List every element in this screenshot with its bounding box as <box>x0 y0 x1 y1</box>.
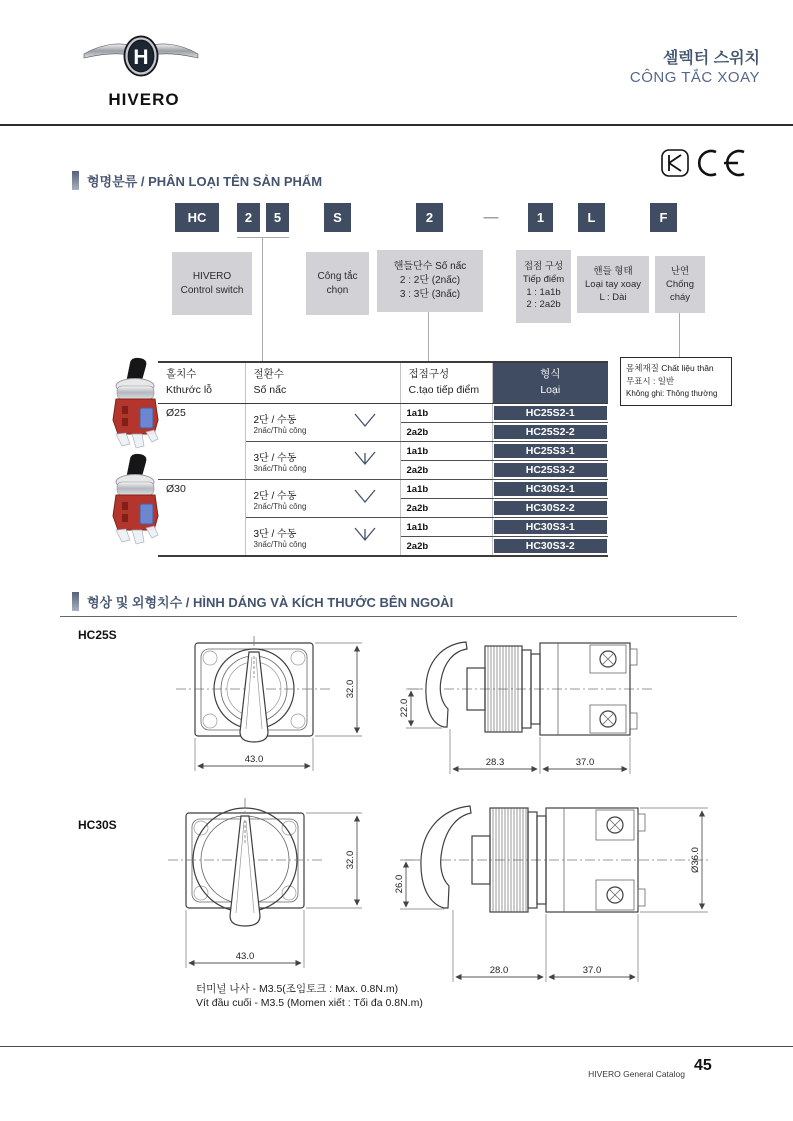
position-symbol-cell <box>330 442 400 480</box>
model-code-cell: HC30S3-2 <box>492 537 608 557</box>
desc-line: Công tắc <box>317 270 358 282</box>
desc-box-contact <box>516 250 571 323</box>
model-code-cell: HC25S2-1 <box>492 404 608 423</box>
desc-box-steps <box>377 250 483 312</box>
model-label-hc25s: HC25S <box>78 628 117 642</box>
hc30s-front-view <box>168 798 325 926</box>
dim-hc30s-l2: 37.0 <box>582 965 602 976</box>
desc-line: 접점 구성 <box>523 260 564 272</box>
section2-title: 형상 및 외형치수 / HÌNH DÁNG VÀ KÍCH THƯỚC BÊN NGOÀI <box>87 595 454 610</box>
dim-hc30s-l1: 28.0 <box>489 965 509 976</box>
step-cell: 2단 / 수동 2nấc/Thủ công <box>245 480 330 518</box>
model-code-cell: HC25S3-1 <box>492 442 608 461</box>
desc-line: 난연 <box>670 265 690 277</box>
body-material-note <box>620 357 732 406</box>
desc-line: Control switch <box>180 284 244 296</box>
dim-hc30s-width: 43.0 <box>235 951 255 962</box>
brand-name: HIVERO <box>108 90 180 109</box>
kc-mark-icon <box>662 150 688 176</box>
dim-hc30s-diameter: Ø36.0 <box>690 847 701 873</box>
section1-header <box>72 171 322 190</box>
contact-cell: 2a2b <box>400 423 492 442</box>
contact-cell: 2a2b <box>400 537 492 557</box>
desc-line: Chống <box>666 278 694 290</box>
header-contact: 접점구성 C.tạo tiếp điểm <box>400 362 492 404</box>
note-line: 몸체재질 Chất liệu thân <box>626 363 714 373</box>
code-box-5: 5 <box>266 203 289 232</box>
connector-steps-vertical <box>428 312 429 361</box>
code-box-steps: 2 <box>416 203 443 232</box>
desc-line: 핸들단수 Số nấc <box>393 261 467 272</box>
model-selection-table <box>158 361 608 557</box>
hc25s-front-view <box>176 636 332 742</box>
model-code-cell: HC25S2-2 <box>492 423 608 442</box>
contact-cell: 1a1b <box>400 518 492 537</box>
connector-25-vertical <box>262 237 263 361</box>
footer-divider <box>0 1046 793 1047</box>
dim-hc25s-height: 32.0 <box>345 679 356 699</box>
desc-line: cháy <box>669 292 691 304</box>
two-position-icon <box>352 488 378 504</box>
hc25s-side-view <box>408 642 655 735</box>
dim-hc30s-handle: 26.0 <box>394 874 405 894</box>
drawing-hc30s <box>70 796 740 992</box>
step-cell: 3단 / 수동 3nấc/Thủ công <box>245 518 330 557</box>
dim-hc25s-l2: 37.0 <box>575 757 595 768</box>
code-box-2: 2 <box>237 203 260 232</box>
code-box-contact: 1 <box>528 203 553 232</box>
section2-divider <box>60 616 737 617</box>
page-number: 45 <box>694 1057 712 1074</box>
dim-hc25s-width: 43.0 <box>244 754 264 765</box>
section-bar-icon <box>72 171 79 190</box>
drawing-hc25s <box>70 636 740 794</box>
logo-letter: H <box>133 46 149 69</box>
desc-box-s <box>306 252 369 315</box>
dim-hc30s-height: 32.0 <box>345 850 356 870</box>
table-row <box>158 404 608 423</box>
hc30s-side-view <box>405 806 710 912</box>
hole-size-cell: Ø25 <box>158 404 245 480</box>
header-type: 형식 Loại <box>492 362 608 404</box>
dim-hc25s-l1: 28.3 <box>485 757 505 768</box>
desc-line: Loại tay xoay <box>585 278 641 290</box>
certification-marks <box>660 146 750 180</box>
page-title-korean: 셀렉터 스위치 <box>662 50 760 67</box>
page-title-vietnamese: CÔNG TẮC XOAY <box>629 69 760 86</box>
code-box-flame: F <box>650 203 677 232</box>
three-position-icon <box>352 450 378 466</box>
contact-cell: 1a1b <box>400 404 492 423</box>
note-line: 무표시 : 일반 <box>626 376 675 387</box>
header-hole-size: 홀치수 Kthước lỗ <box>158 362 245 404</box>
desc-box-flame <box>655 256 705 313</box>
desc-line: chọn <box>326 284 349 296</box>
model-code-cell: HC30S3-1 <box>492 518 608 537</box>
code-separator-dash: — <box>483 209 499 226</box>
desc-box-hc <box>172 252 252 315</box>
model-code-cell: HC30S2-2 <box>492 499 608 518</box>
code-box-handle: L <box>578 203 605 232</box>
section2-header <box>72 592 453 611</box>
position-symbol-cell <box>330 518 400 557</box>
hivero-logo-icon <box>82 33 200 89</box>
desc-line: 핸들 형태 <box>593 265 633 277</box>
section-bar-icon <box>72 592 79 611</box>
code-box-hc: HC <box>175 203 219 232</box>
ce-mark-icon <box>699 151 744 175</box>
section1-title: 형명분류 / PHÂN LOẠI TÊN SẢN PHẨM <box>87 174 323 189</box>
connector-flame-vertical <box>679 313 680 357</box>
desc-line: L : Dài <box>599 292 627 304</box>
step-cell: 3단 / 수동 3nấc/Thủ công <box>245 442 330 480</box>
model-code-cell: HC30S2-1 <box>492 480 608 499</box>
terminal-note-vietnamese: Vít đầu cuối - M3.5 (Momen xiết : Tối đa 0.8N.m) <box>196 997 423 1009</box>
three-position-icon <box>352 526 378 542</box>
hole-size-cell: Ø30 <box>158 480 245 557</box>
position-symbol-cell <box>330 480 400 518</box>
contact-cell: 1a1b <box>400 480 492 499</box>
step-cell: 2단 / 수동 2nấc/Thủ công <box>245 404 330 442</box>
contact-cell: 2a2b <box>400 499 492 518</box>
desc-line: 1 : 1a1b <box>526 286 561 298</box>
footer-catalog-label: HIVERO General Catalog <box>588 1069 685 1079</box>
note-line: Không ghi: Thông thường <box>626 389 718 399</box>
desc-line: HIVERO <box>192 270 232 282</box>
desc-line: 2 : 2단 (2nấc) <box>399 275 461 286</box>
dim-hc25s-handle: 22.0 <box>399 698 410 718</box>
two-position-icon <box>352 412 378 428</box>
desc-line: 2 : 2a2b <box>526 299 561 311</box>
table-row <box>158 480 608 499</box>
position-symbol-cell <box>330 404 400 442</box>
desc-line: Tiếp điểm <box>522 273 565 285</box>
model-label-hc30s: HC30S <box>78 818 117 832</box>
contact-cell: 1a1b <box>400 442 492 461</box>
model-code-cell: HC25S3-2 <box>492 461 608 480</box>
desc-line: 3 : 3단 (3nấc) <box>399 289 461 300</box>
desc-box-handle <box>577 256 649 313</box>
terminal-note-korean: 터미널 나사 - M3.5(조임토크 : Max. 0.8N.m) <box>196 983 399 995</box>
contact-cell: 2a2b <box>400 461 492 480</box>
code-box-s: S <box>324 203 351 232</box>
connector-25-underline <box>237 237 289 238</box>
header-steps: 절환수 Số nấc <box>245 362 400 404</box>
table-header-row <box>158 362 608 404</box>
header-divider <box>0 124 793 126</box>
